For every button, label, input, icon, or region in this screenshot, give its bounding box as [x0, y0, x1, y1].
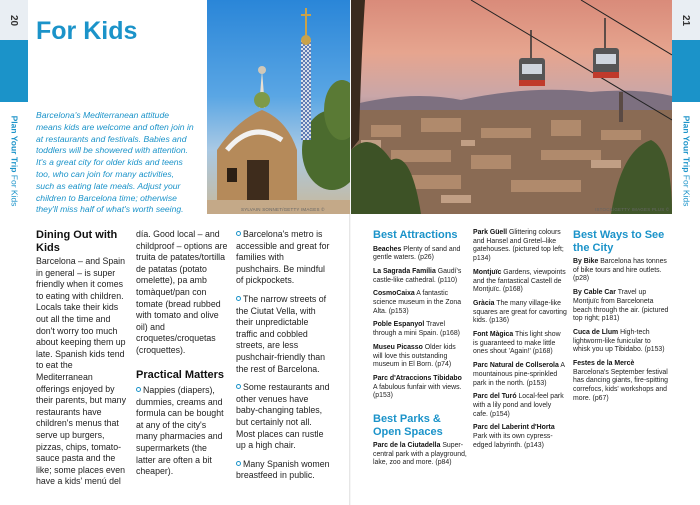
page-number-left: 20	[0, 0, 28, 40]
attraction-entry: Parc d'Atraccions Tibidabo A fabulous funfair with views. (p153)	[373, 374, 462, 400]
parks-heading: Best Parks & Open Spaces	[373, 413, 443, 438]
dining-paragraph-continued: día. Good local – and childproof – options are truita de patates/tortilla de patatas (potato omelette), pa amb tomàquet/pan con tomate (bread rubbed with tomato and olive oil) and croquetes/croquetas (croquettes).	[136, 229, 228, 355]
intro-text: Barcelona's Mediterranean attitude means kids are welcome and often join in at restaurants and festivals. Babies and toddlers will be showered with attention. It's a great city for older kids and teens too, who can join for many activities, such as eating late meals. Adjust your children to Barcelona time; otherwise they'll miss half of what's worth seeing.	[36, 110, 194, 215]
attraction-entry: Museu Picasso Older kids will love this outstanding museum in El Born. (p74)	[373, 343, 456, 369]
attractions-column	[373, 229, 467, 473]
attraction-entry: Poble Espanyol Travel through a mini Spain. (p168)	[373, 321, 460, 338]
cityscape-illustration	[351, 0, 672, 214]
photo-credit-left: SYLVAIN SONNET/GETTY IMAGES ©	[241, 207, 325, 212]
left-side-tab	[0, 0, 28, 505]
practical-column-continued	[236, 229, 330, 489]
ways-heading: Best Ways to See the City	[573, 229, 665, 254]
park-entry: Montjuïc Gardens, viewpoints and the fantastical Castell de Montjuïc. (p168)	[473, 268, 566, 294]
way-entry: By Bike Barcelona has tonnes of bike tours and hire outlets. (p28)	[573, 258, 667, 283]
practical-heading: Practical Matters	[136, 368, 225, 381]
parks-column	[473, 229, 567, 455]
park-entry: Font Màgica This light show is guaranteed to make little ones shout 'Again!' (p168)	[473, 331, 561, 356]
dining-heading: Dining Out with Kids	[36, 229, 118, 254]
section-tab-bar	[0, 40, 28, 102]
practical-bullet: Nappies (diapers), dummies, creams and formula can be bought at any of the city's many pharmacies and supermarkets (the latter are often a bit cheaper).	[136, 385, 224, 477]
park-guell-photo	[207, 0, 350, 214]
practical-bullet: Some restaurants and other venues have baby-changing tables, but certainly not all. Most places can rustle up a high chair.	[236, 382, 330, 451]
way-entry: Festes de la Mercè Barcelona's September festival has dancing giants, fire-spitting correfocs, kids' workshops and more. (p67)	[573, 360, 668, 402]
right-side-tab	[672, 0, 700, 505]
ways-column	[573, 229, 669, 409]
photo-credit-right: ISTOCK/GETTY IMAGES PLUS ©	[595, 207, 670, 212]
dining-paragraph: Barcelona – and Spain in general – is super friendly when it comes to eating with children. Locals take their kids out all the time and don't worry too much about keeping them up late. Spanish kids tend to eat the Mediterranean offerings enjoyed by their parents, but many restaurants have children's menus that serve up burgers, pizzas, chips, tomato-sauce pasta and the like; some places even have a kids' menú del	[36, 256, 126, 487]
cable-car-left	[519, 30, 545, 86]
park-entry: Parc del Laberint d'Horta Park with its own cypress-edged labyrinth. (p143)	[473, 424, 555, 449]
park-entry: Gràcia The many village-like squares are great for cavorting kids. (p136)	[473, 299, 567, 325]
way-entry: By Cable Car Travel up Montjuïc from Barceloneta beach through the air. (pictured top right; p181)	[573, 289, 669, 323]
practical-bullet: Barcelona's metro is accessible and great for families with pushchairs. Be mindful of pickpockets.	[236, 229, 330, 286]
practical-bullet: Many Spanish women breastfeed in public.	[236, 458, 330, 481]
attraction-entry: CosmoCaixa A fantastic science museum in the Zona Alta. (p153)	[373, 290, 462, 315]
park-entry: Parc de la Ciutadella Super-central park with a playground, lake, zoo and more. (p84)	[373, 442, 467, 467]
attractions-heading: Best Attractions	[373, 229, 458, 241]
section-tab-bar	[672, 40, 700, 102]
attraction-entry: La Sagrada Família Gaudí's castle-like cathedral. (p110)	[373, 267, 462, 284]
park-entry: Parc Natural de Collserola A mountainous pine-sprinkled park in the north. (p153)	[473, 362, 565, 387]
park-guell-illustration	[207, 0, 350, 214]
section-label-right: Plan Your Trip For Kids	[681, 115, 691, 207]
section-label-left: Plan Your Trip For Kids	[9, 115, 19, 207]
attraction-entry: Beaches Plenty of sand and gentle waters. (p26)	[373, 245, 461, 262]
park-entry: Parc del Turó Local-feel park with a lily pond and lovely cafe. (p154)	[473, 393, 564, 418]
barcelona-cable-car-photo	[351, 0, 672, 214]
page-number-right: 21	[672, 0, 700, 40]
cable-car-right	[593, 18, 619, 78]
practical-bullet: The narrow streets of the Ciutat Vella, with their unpredictable traffic and cobbled streets, are less pushchair-friendly than the rest of Barcelona.	[236, 293, 327, 374]
dining-column	[36, 229, 128, 488]
park-entry: Park Güell Glittering colours and Hansel and Gretel–like gatehouses. (pictured top left; p134)	[473, 229, 564, 263]
page-title: For Kids	[36, 17, 138, 45]
way-entry: Cuca de Llum High-tech lightworm-like funicular to whisk you up Tibidabo. (p153)	[573, 328, 665, 354]
practical-column	[136, 229, 228, 485]
